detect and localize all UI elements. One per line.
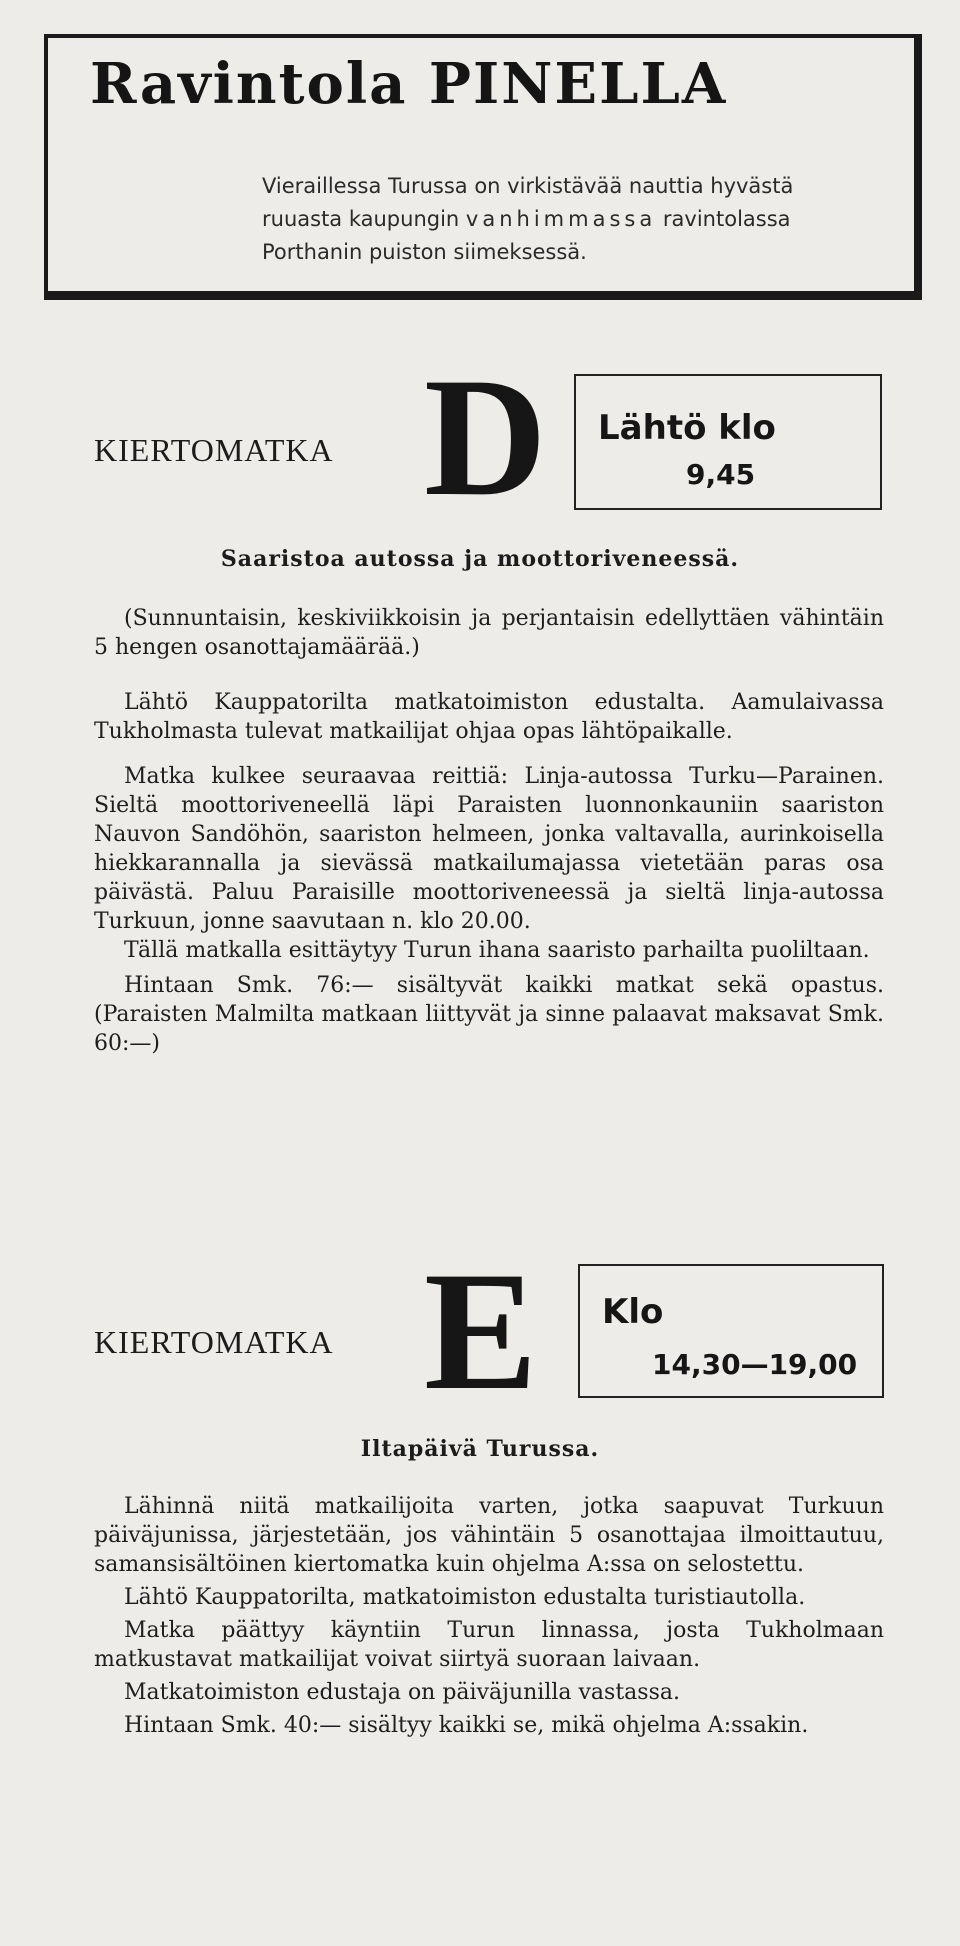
tour-d-subtitle: Saaristoa autossa ja moottoriveneessä. [220, 546, 740, 572]
ad-line-part: ruuasta kaupungin [262, 207, 460, 231]
ad-line: Vieraillessa Turussa on virkistävää nauttia hyvästä [262, 174, 794, 198]
tour-d-letter: D [424, 343, 547, 531]
restaurant-ad [44, 34, 922, 300]
ad-line: Porthanin puiston siimeksessä. [262, 240, 587, 264]
tour-e-time-value: 14,30—19,00 [652, 1348, 858, 1381]
paragraph: Hintaan Smk. 76:— sisältyvät kaikki matkat sekä opastus. (Paraisten Malmilta matkaan liittyvät ja sinne palaavat maksavat Smk. 60:—) [94, 973, 884, 1056]
tour-e-time-label: Klo [602, 1292, 664, 1332]
tour-e-time-box [578, 1264, 884, 1398]
ad-line-part-spaced: vanhimmassa [465, 207, 657, 231]
tour-e-letter: E [424, 1237, 538, 1425]
paragraph: Matkatoimiston edustaja on päiväjunilla vastassa. [124, 1680, 680, 1705]
paragraph: Matka kulkee seuraavaa reittiä: Linja-autossa Turku—Parainen. Sieltä moottoriveneellä läpi Paraisten luonnonkauniin saariston Nauvon Sandöhön, saariston helmeen, jonka valtavalla, aurinkoisella hiekkarannalla ja sievässä matkailumajassa vietetään paras osa päivästä. Paluu Paraisille moottoriveneessä ja sieltä linja-autossa Turkuun, jonne saavutaan n. klo 20.00. [94, 764, 884, 934]
tour-d-label: KIERTOMATKA [94, 432, 334, 468]
paragraph: Tällä matkalla esittäytyy Turun ihana saaristo parhailta puoliltaan. [124, 938, 870, 963]
tour-d-header [0, 343, 960, 531]
tour-e-subtitle: Iltapäivä Turussa. [360, 1436, 600, 1462]
paragraph: (Sunnuntaisin, keskiviikkoisin ja perjantaisin edellyttäen vähintäin 5 hengen osanottajamäärää.) [94, 606, 884, 660]
tour-d-time-value: 9,45 [686, 458, 756, 491]
tour-e-label: KIERTOMATKA [94, 1324, 334, 1360]
tour-d-time-box [574, 374, 882, 510]
ad-title: Ravintola PINELLA [90, 51, 728, 117]
paragraph: Hintaan Smk. 40:— sisältyy kaikki se, mikä ohjelma A:ssakin. [124, 1713, 809, 1738]
tour-d-time-label: Lähtö klo [598, 408, 776, 448]
ad-line-2 [262, 203, 882, 236]
paragraph: Matka päättyy käyntiin Turun linnassa, josta Tukholmaan matkustavat matkailijat voivat siirtyä suoraan laivaan. [94, 1618, 884, 1672]
paragraph: Lähtö Kauppatorilta, matkatoimiston edustalta turistiautolla. [124, 1585, 806, 1610]
tour-e-header [0, 1237, 960, 1425]
ad-text [262, 170, 882, 269]
paragraph: Lähinnä niitä matkailijoita varten, jotka saapuvat Turkuun päiväjunissa, järjestetään, jos vähintäin 5 osanottajaa ilmoittautuu, samansisältöinen kiertomatka kuin ohjelma A:ssa on selostettu. [94, 1494, 884, 1577]
paragraph: Lähtö Kauppatorilta matkatoimiston edustalta. Aamulaivassa Tukholmasta tulevat matkailijat ohjaa opas lähtöpaikalle. [94, 690, 884, 744]
tour-e-body [94, 1492, 884, 1740]
tour-d-body [94, 604, 884, 1058]
ad-line-part: ravintolassa [662, 207, 791, 231]
